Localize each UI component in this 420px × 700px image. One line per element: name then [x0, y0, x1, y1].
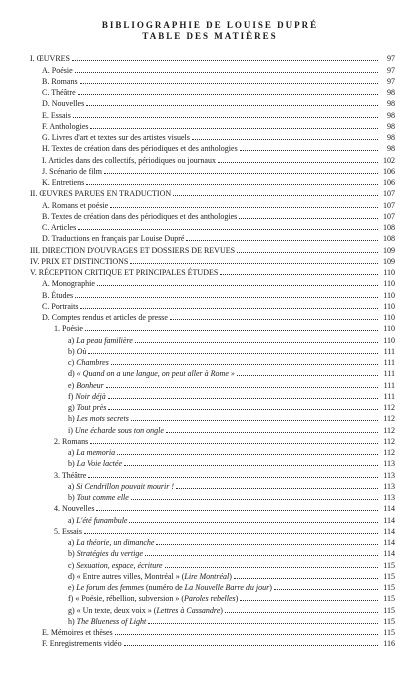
toc-entry[interactable] — [30, 367, 395, 378]
toc-leader-dots — [86, 103, 378, 106]
toc-entry-label: b) Où — [68, 346, 87, 356]
toc-page-number: 114 — [383, 538, 395, 547]
toc-entry[interactable] — [30, 311, 395, 322]
toc-entry[interactable] — [30, 480, 395, 491]
toc-entry[interactable] — [30, 603, 395, 614]
toc-entry-label: c) Sexuation, espace, écriture — [68, 560, 163, 570]
toc-leader-dots — [218, 160, 378, 163]
toc-entry[interactable] — [30, 176, 395, 187]
toc-leader-dots — [73, 115, 378, 118]
toc-leader-dots — [156, 542, 378, 545]
toc-entry-label: b) La Voie lactée — [68, 459, 122, 469]
toc-leader-dots — [117, 452, 378, 455]
toc-leader-dots — [86, 182, 378, 185]
toc-leader-dots — [88, 351, 378, 354]
toc-entry[interactable] — [30, 401, 395, 412]
toc-page-number: 98 — [387, 133, 395, 142]
toc-entry-label: h) The Blueness of Light — [68, 616, 147, 626]
toc-entry-label: C. Théâtre — [42, 88, 76, 97]
toc-page-number: 113 — [383, 459, 395, 469]
toc-page-number: 109 — [383, 245, 395, 255]
toc-page-number: 107 — [383, 211, 395, 221]
toc-entry[interactable] — [30, 435, 395, 446]
toc-page-number: 116 — [383, 639, 395, 649]
toc-page-number: 110 — [383, 279, 395, 289]
toc-leader-dots — [130, 261, 378, 264]
toc-page-number: 106 — [383, 178, 395, 187]
toc-page-number: 113 — [383, 493, 395, 502]
toc-page-number: 112 — [383, 448, 395, 457]
toc-leader-dots — [145, 553, 378, 556]
toc-page-number: 107 — [383, 189, 395, 199]
toc-leader-dots — [237, 250, 378, 253]
toc-leader-dots — [110, 205, 378, 208]
toc-entry-label: 4. Nouvelles — [54, 504, 95, 514]
toc-entry-label: E. Mémoires et thèses — [42, 628, 113, 637]
toc-leader-dots — [124, 643, 378, 646]
toc-entry[interactable] — [30, 243, 395, 254]
toc-entry[interactable] — [30, 153, 395, 164]
title-block — [0, 20, 420, 42]
toc-leader-dots — [148, 621, 378, 624]
toc-entry[interactable] — [30, 581, 395, 592]
toc-leader-dots — [237, 373, 378, 376]
toc-page-number: 111 — [383, 369, 395, 379]
toc-page-number: 112 — [383, 425, 395, 435]
toc-entry-label: f) Noir déjà — [68, 391, 106, 401]
toc-leader-dots — [170, 317, 378, 320]
toc-page-number: 97 — [387, 76, 395, 86]
toc-entry-label: b) Stratégies du vertige — [68, 549, 143, 559]
toc-entry-label: 2. Romans — [54, 436, 89, 446]
toc-entry[interactable] — [30, 322, 395, 333]
toc-entry-label: B. Textes de création dans des périodiques et des anthologies — [42, 211, 238, 221]
toc-leader-dots — [80, 306, 378, 309]
toc-entry-label: E. Essais — [42, 110, 71, 120]
toc-entry[interactable] — [30, 570, 395, 581]
toc-entry-label: 5. Essais — [54, 526, 82, 536]
toc-entry[interactable] — [30, 356, 395, 367]
toc-page-number: 97 — [387, 65, 395, 75]
toc-entry-label: g) « Un texte, deux voix » (Lettres à Cassandre) — [68, 605, 223, 615]
toc-leader-dots — [90, 441, 378, 444]
toc-entry[interactable] — [30, 108, 395, 119]
toc-entry[interactable] — [30, 615, 395, 626]
toc-entry-label: D. Comptes rendus et articles de presse — [42, 313, 168, 322]
toc-page-number: 109 — [383, 256, 395, 266]
toc-leader-dots — [240, 148, 378, 151]
toc-entry-label: h) Les mots secrets — [68, 414, 129, 424]
toc-page-number: 111 — [383, 380, 395, 390]
toc-leader-dots — [173, 193, 378, 196]
toc-entry[interactable] — [30, 75, 395, 86]
toc-page-number: 98 — [387, 88, 395, 97]
toc-page-number: 110 — [383, 324, 395, 334]
toc-entry[interactable] — [30, 131, 395, 142]
toc-entry[interactable] — [30, 412, 395, 423]
toc-entry-label: G. Livres d'art et textes sur des artistes visuels — [42, 133, 190, 142]
toc-entry[interactable] — [30, 277, 395, 288]
toc-entry-label: e) Le forum des femmes (numéro de La Nouvelle Barre du jour) — [68, 583, 272, 592]
toc-leader-dots — [239, 216, 378, 219]
toc-entry-label: a) La peau familière — [68, 335, 133, 345]
toc-leader-dots — [274, 587, 378, 590]
toc-page-number: 114 — [383, 515, 395, 525]
toc-entry[interactable] — [30, 513, 395, 524]
toc-leader-dots — [104, 171, 378, 174]
toc-entry-label: e) Bonheur — [68, 380, 104, 390]
toc-entry-label: H. Textes de création dans des périodiques et des anthologies — [42, 144, 238, 154]
toc-page-number: 111 — [383, 391, 395, 401]
toc-page-number: 108 — [383, 223, 395, 232]
toc-entry[interactable] — [30, 288, 395, 299]
toc-entry[interactable] — [30, 142, 395, 153]
toc-leader-dots — [75, 70, 378, 73]
toc-entry-label: II. ŒUVRES PARUES EN TRADUCTION — [30, 189, 172, 199]
toc-page-number: 110 — [383, 268, 395, 277]
toc-entry[interactable] — [30, 468, 395, 479]
table-of-contents — [30, 52, 395, 648]
toc-entry[interactable] — [30, 52, 395, 63]
toc-entry-label: I. ŒUVRES — [30, 54, 71, 64]
toc-entry[interactable] — [30, 345, 395, 356]
toc-leader-dots — [75, 295, 378, 298]
toc-entry[interactable] — [30, 536, 395, 547]
toc-page-number: 115 — [383, 571, 395, 581]
toc-page-number: 114 — [383, 504, 395, 514]
toc-leader-dots — [96, 508, 378, 511]
toc-leader-dots — [72, 58, 378, 61]
toc-entry-label: b) Tout comme elle — [68, 493, 129, 502]
toc-entry[interactable] — [30, 423, 395, 434]
toc-entry[interactable] — [30, 165, 395, 176]
toc-page-number: 97 — [387, 54, 395, 64]
toc-leader-dots — [84, 531, 378, 534]
toc-entry-label: 3. Théâtre — [54, 470, 87, 480]
toc-page-number: 115 — [383, 560, 395, 570]
toc-page-number: 111 — [383, 358, 395, 367]
toc-entry[interactable] — [30, 637, 395, 648]
toc-page-number: 110 — [383, 335, 395, 345]
toc-leader-dots — [225, 610, 378, 613]
toc-entry-label: a) La théorie, un dimanche — [68, 538, 155, 547]
toc-page-number: 110 — [383, 290, 395, 300]
toc-entry[interactable] — [30, 390, 395, 401]
toc-page-number: 115 — [383, 628, 395, 637]
toc-page-number: 98 — [387, 144, 395, 154]
toc-entry-label: D. Nouvelles — [42, 99, 85, 109]
toc-entry-label: a) La memoria — [68, 448, 116, 457]
toc-entry-label: A. Romans et poésie — [42, 200, 109, 210]
toc-page-number: 112 — [383, 414, 395, 424]
toc-leader-dots — [131, 418, 378, 421]
toc-entry[interactable] — [30, 187, 395, 198]
toc-leader-dots — [240, 598, 378, 601]
toc-entry[interactable] — [30, 210, 395, 221]
toc-page-number: 115 — [383, 583, 395, 592]
toc-entry[interactable] — [30, 378, 395, 389]
toc-leader-dots — [124, 463, 378, 466]
toc-leader-dots — [85, 328, 378, 331]
toc-page-number: 110 — [383, 301, 395, 311]
page-subtitle: TABLE DES MATIÈRES — [142, 31, 278, 41]
toc-entry-label: d) « Entre autres villes, Montréal » (Lire Montréal) — [68, 571, 232, 581]
toc-entry-label: c) Chambres — [68, 358, 109, 367]
toc-page-number: 106 — [383, 166, 395, 176]
toc-entry-label: J. Scénario de film — [42, 166, 102, 176]
toc-entry-label: i) Une écharde sous ton ongle — [68, 425, 164, 435]
toc-entry[interactable] — [30, 198, 395, 209]
toc-leader-dots — [90, 126, 378, 129]
toc-entry-label: F. Anthologies — [42, 121, 89, 131]
toc-page-number: 114 — [383, 549, 395, 559]
toc-leader-dots — [192, 137, 378, 140]
toc-entry-label: V. RÉCEPTION CRITIQUE ET PRINCIPALES ÉTUDES — [30, 268, 219, 277]
page-title: BIBLIOGRAPHIE DE LOUISE DUPRÉ — [101, 20, 319, 30]
toc-leader-dots — [78, 92, 378, 95]
toc-page-number: 115 — [383, 594, 395, 604]
toc-entry-label: a) L'été funambule — [68, 515, 128, 525]
toc-entry-label: IV. PRIX ET DISTINCTIONS — [30, 256, 129, 266]
toc-entry[interactable] — [30, 221, 395, 232]
toc-entry-label: C. Articles — [42, 223, 77, 232]
toc-entry[interactable] — [30, 446, 395, 457]
toc-entry-label: f) « Poésie, rébellion, subversion » (Paroles rebelles) — [68, 594, 239, 604]
toc-entry[interactable] — [30, 457, 395, 468]
toc-page-number: 112 — [383, 403, 395, 412]
toc-leader-dots — [80, 81, 378, 84]
toc-leader-dots — [129, 520, 378, 523]
toc-entry[interactable] — [30, 592, 395, 603]
toc-entry[interactable] — [30, 491, 395, 502]
toc-leader-dots — [234, 576, 378, 579]
toc-entry[interactable] — [30, 86, 395, 97]
toc-entry[interactable] — [30, 97, 395, 108]
toc-entry-label: III. DIRECTION D'OUVRAGES ET DOSSIERS DE REVUES — [30, 245, 236, 255]
toc-leader-dots — [106, 385, 378, 388]
toc-page-number: 107 — [383, 200, 395, 210]
toc-leader-dots — [97, 283, 378, 286]
toc-leader-dots — [108, 396, 378, 399]
toc-page-number: 111 — [383, 346, 395, 356]
toc-leader-dots — [115, 632, 378, 635]
toc-page-number: 98 — [387, 110, 395, 120]
toc-entry-label: B. Romans — [42, 76, 78, 86]
toc-page-number: 112 — [383, 436, 395, 446]
toc-leader-dots — [88, 475, 378, 478]
toc-leader-dots — [176, 486, 378, 489]
toc-leader-dots — [165, 565, 378, 568]
toc-leader-dots — [111, 362, 378, 365]
toc-entry[interactable] — [30, 502, 395, 513]
toc-entry[interactable] — [30, 255, 395, 266]
toc-page-number: 115 — [383, 605, 395, 615]
toc-page-number: 113 — [383, 481, 395, 491]
toc-page-number: 114 — [383, 526, 395, 536]
toc-page-number: 102 — [383, 155, 395, 165]
toc-page-number: 115 — [383, 616, 395, 626]
toc-leader-dots — [78, 227, 378, 230]
toc-page-number: 110 — [383, 313, 395, 322]
toc-leader-dots — [131, 497, 378, 500]
toc-entry-label: C. Portraits — [42, 301, 79, 311]
toc-entry-label: d) « Quand on a une langue, on peut aller à Rome » — [68, 369, 235, 379]
toc-entry[interactable] — [30, 547, 395, 558]
toc-page-number: 108 — [383, 234, 395, 244]
toc-entry-label: a) Si Cendrillon pouvait mourir ! — [68, 481, 174, 491]
toc-entry-label: A. Monographie — [42, 279, 95, 289]
toc-entry[interactable] — [30, 300, 395, 311]
toc-leader-dots — [166, 430, 378, 433]
toc-entry[interactable] — [30, 333, 395, 344]
toc-entry-label: F. Enregistrements vidéo — [42, 639, 122, 649]
toc-entry-label: D. Traductions en français par Louise Dupré — [42, 234, 185, 244]
toc-entry-label: 1. Poésie — [54, 324, 83, 334]
toc-entry-label: A. Poésie — [42, 65, 73, 75]
toc-entry-label: I. Articles dans des collectifs, périodiques ou journaux — [42, 155, 216, 165]
toc-page-number: 98 — [387, 99, 395, 109]
toc-leader-dots — [220, 272, 378, 275]
toc-entry-label: K. Entretiens — [42, 178, 85, 187]
toc-leader-dots — [135, 340, 378, 343]
toc-entry-label: B. Études — [42, 290, 74, 300]
toc-entry[interactable] — [30, 120, 395, 131]
toc-entry[interactable] — [30, 558, 395, 569]
toc-leader-dots — [108, 407, 378, 410]
toc-entry-label: g) Tout près — [68, 403, 107, 412]
toc-entry[interactable] — [30, 232, 395, 243]
toc-leader-dots — [186, 238, 378, 241]
toc-page-number: 113 — [383, 470, 395, 480]
toc-entry[interactable] — [30, 525, 395, 536]
toc-page-number: 98 — [387, 121, 395, 131]
toc-entry[interactable] — [30, 266, 395, 277]
toc-entry[interactable] — [30, 63, 395, 74]
toc-entry[interactable] — [30, 626, 395, 637]
